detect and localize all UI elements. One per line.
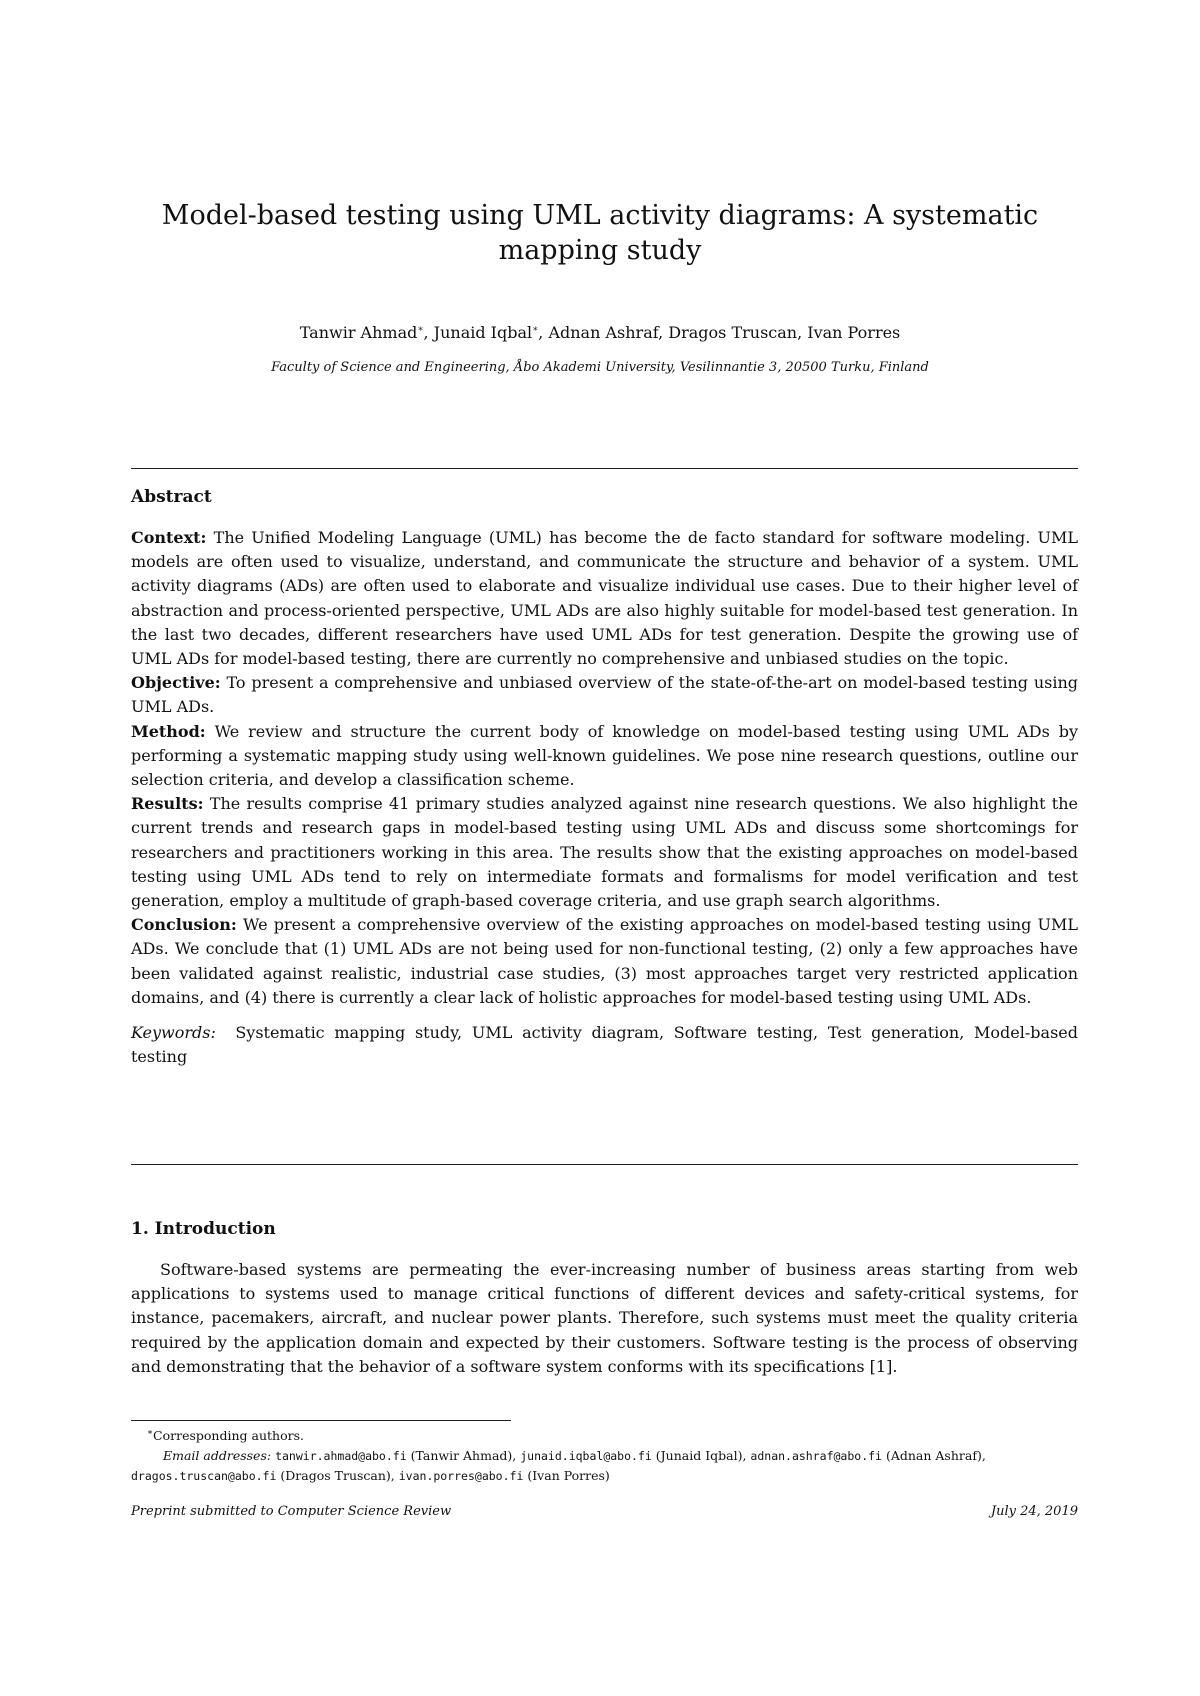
abstract-block — [131, 486, 1078, 1069]
footer-preprint: Preprint submitted to Computer Science Review — [131, 1504, 452, 1519]
abstract-objective: Objective: To present a comprehensive and unbiased overview of the state-of-the-art on model-based testing using UML ADs. — [131, 673, 1078, 717]
author: Junaid Iqbal∗ — [433, 323, 539, 342]
footnotes — [131, 1426, 1078, 1486]
keywords: Keywords: Systematic mapping study, UML activity diagram, Software testing, Test generation, Model-based testing — [131, 1023, 1078, 1067]
author: Tanwir Ahmad∗ — [299, 323, 424, 342]
introduction-paragraph: Software-based systems are permeating the ever-increasing number of business areas starting from web applications to systems used to manage critical functions of different devices and safety-critical systems, for instance, pacemakers, aircraft, and nuclear power plants. Therefore, such systems must meet the quality criteria required by the application domain and expected by their customers. Software testing is the process of observing and demonstrating that the behavior of a software system conforms with its specifications [1]. — [131, 1260, 1078, 1376]
introduction-heading: 1. Introduction — [131, 1219, 276, 1239]
abstract-conclusion: Conclusion: We present a comprehensive overview of the existing approaches on model-based testing using UML ADs. We conclude that (1) UML ADs are not being used for non-functional testing, (2) only a few approaches have been validated against realistic, industrial case studies, (3) most approaches target very restricted application domains, and (4) there is currently a clear lack of holistic approaches for model-based testing using UML ADs. — [131, 915, 1078, 1007]
footer-date: July 24, 2019 — [990, 1504, 1078, 1519]
footnote-corresponding: ∗Corresponding authors. — [146, 1427, 304, 1443]
paper-title: Model-based testing using UML activity diagrams: A systematic mapping study — [161, 200, 1039, 266]
affiliation: Faculty of Science and Engineering, Åbo Akademi University, Vesilinnantie 3, 20500 Turku, Finland — [271, 360, 929, 375]
email-link[interactable]: tanwir.ahmad@abo.fi — [275, 1449, 407, 1463]
abstract-bottom-rule — [131, 1164, 1078, 1165]
author: Dragos Truscan — [668, 323, 798, 342]
footnote-emails: Email addresses: tanwir.ahmad@abo.fi (Tanwir Ahmad), junaid.iqbal@abo.fi (Junaid Iqbal), adnan.ashraf@abo.fi (Adnan Ashraf), dragos.truscan@abo.fi (Dragos Truscan), ivan.porres@abo.fi (Ivan Porres) — [131, 1448, 986, 1483]
email-link[interactable]: dragos.truscan@abo.fi — [131, 1469, 277, 1483]
author-list: Tanwir Ahmad∗, Junaid Iqbal∗, Adnan Ashraf, Dragos Truscan, Ivan Porres — [299, 323, 901, 342]
abstract-context: Context: The Unified Modeling Language (UML) has become the de facto standard for software modeling. UML models are often used to visualize, understand, and communicate the structure and behavior of a system. UML activity diagrams (ADs) are often used to elaborate and visualize individual use cases. Due to their higher level of abstraction and process-oriented perspective, UML ADs are also highly suitable for model-based test generation. In the last two decades, different researchers have used UML ADs for test generation. Despite the growing use of UML ADs for model-based testing, there are currently no comprehensive and unbiased studies on the topic. — [131, 528, 1078, 669]
email-link[interactable]: ivan.porres@abo.fi — [398, 1469, 524, 1483]
footnote-rule — [131, 1420, 511, 1421]
email-link[interactable]: junaid.iqbal@abo.fi — [520, 1449, 652, 1463]
email-link[interactable]: adnan.ashraf@abo.fi — [750, 1449, 882, 1463]
abstract-top-rule — [131, 468, 1078, 469]
abstract-heading: Abstract — [131, 487, 212, 507]
author: Ivan Porres — [807, 323, 901, 342]
author: Adnan Ashraf — [548, 323, 659, 342]
abstract-results: Results: The results comprise 41 primary studies analyzed against nine research questions. We also highlight the current trends and research gaps in model-based testing using UML ADs and discuss some shortcomings for researchers and practitioners working in this area. The results show that the existing approaches on model-based testing using UML ADs tend to rely on intermediate formats and formalisms for model verification and test generation, employ a multitude of graph-based coverage criteria, and use graph search algorithms. — [131, 794, 1078, 911]
abstract-method: Method: We review and structure the current body of knowledge on model-based testing using UML ADs by performing a systematic mapping study using well-known guidelines. We pose nine research questions, outline our selection criteria, and develop a classification scheme. — [131, 721, 1078, 790]
introduction-section — [131, 1218, 1078, 1379]
